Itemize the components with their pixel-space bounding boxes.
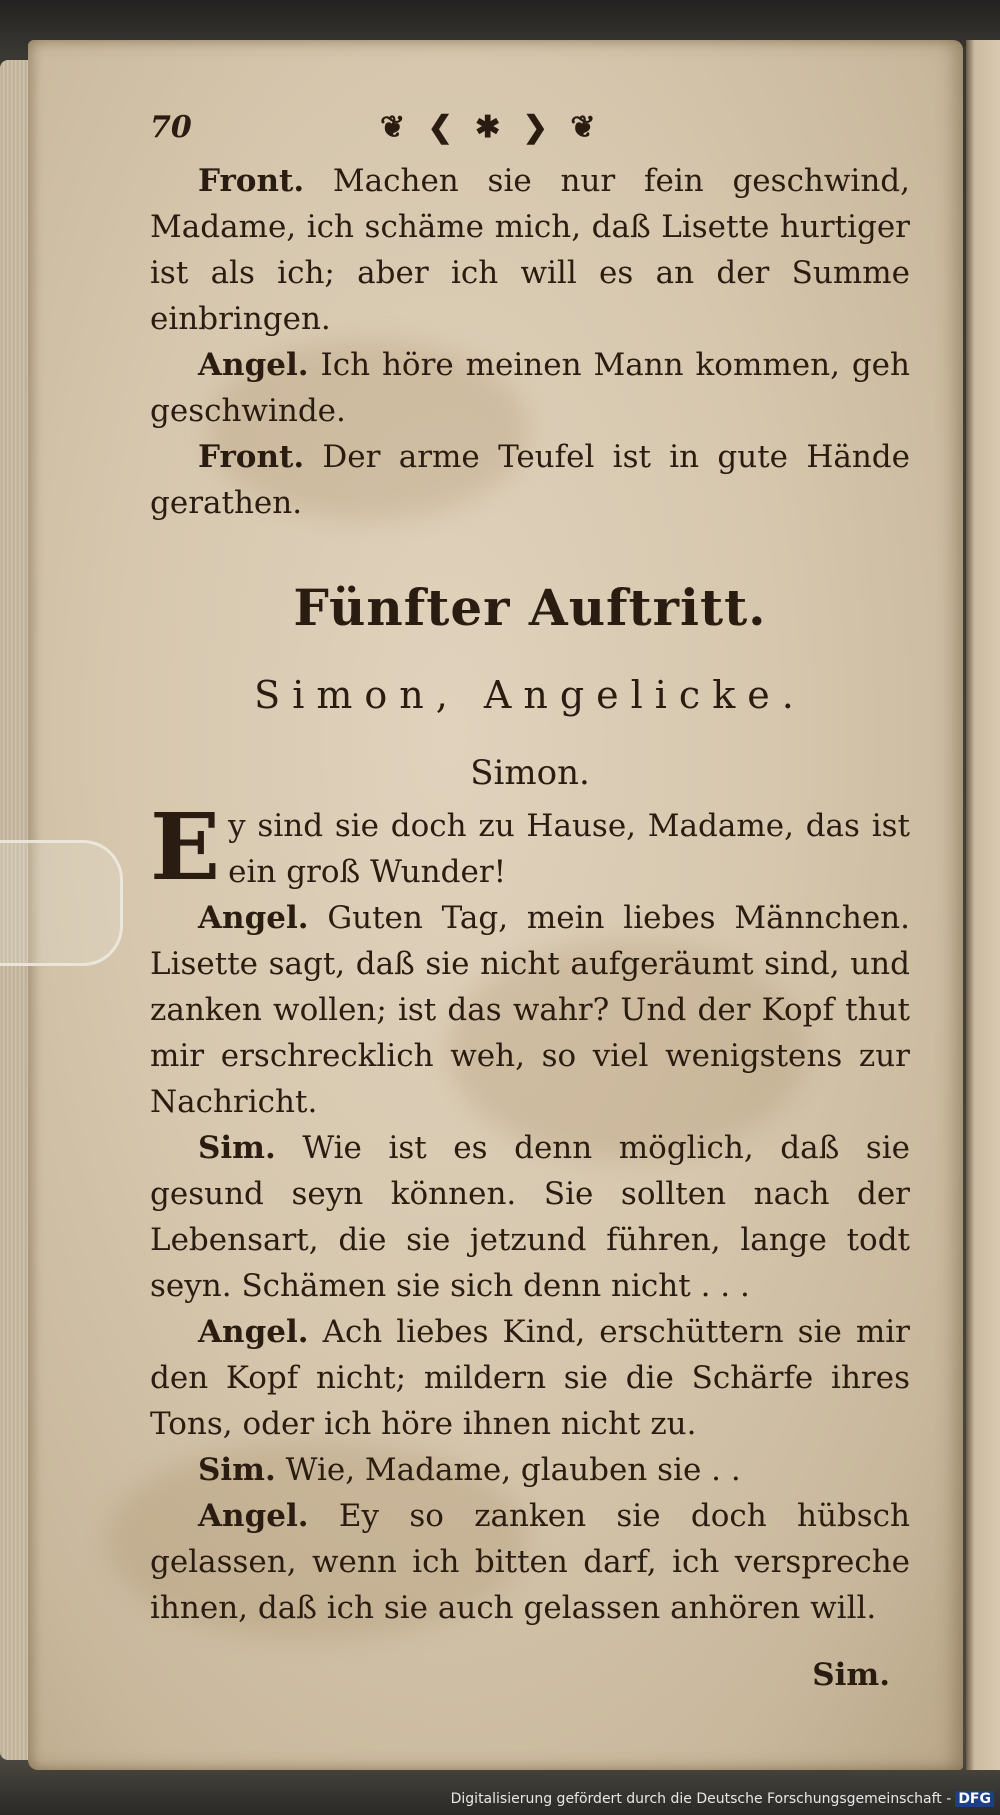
dialogue-paragraph [150,158,910,342]
dialogue-paragraph [150,793,910,901]
facing-page-edge [966,40,1000,1770]
dialogue-text: Guten Tag, mein liebes Männchen. Lisette sagt, daß sie nicht aufgeräumt sind, und zanken wollen; ist das wahr? Und der Kopf thut mir erschrecklich weh, so viel wenigstens zur Nachricht. [150,900,911,1120]
dialogue-paragraph [150,1309,910,1447]
dialogue-text: Wie ist es denn möglich, daß sie gesund seyn können. Sie sollten nach der Lebensart, die sie jetzund führen, lange todt seyn. Schämen sie sich denn nicht . . . [150,1130,910,1304]
speaker-name: Sim. [198,1452,276,1488]
speaker-name: Front. [198,439,305,475]
dialogue-text: Ich höre meinen Mann kommen, geh geschwinde. [150,347,910,429]
dialogue-text: Ach liebes Kind, erschüttern sie mir den Kopf nicht; mildern sie die Schärfe ihres Tons, oder ich höre ihnen nicht zu. [150,1314,910,1442]
speaker-name: Front. [198,163,305,199]
speaker-name: Angel. [198,1498,309,1534]
speaker-name: Angel. [198,1314,309,1350]
page-header [150,110,910,158]
drop-cap: E [150,793,221,901]
dialogue-text: Wie, Madame, glauben sie . . [285,1452,741,1488]
dfg-logo: DFG [955,1791,994,1807]
dialogue-paragraph [150,1447,910,1493]
page-text-block [150,110,910,1693]
page-number: 70 [150,110,192,145]
dialogue-text: Machen sie nur fein geschwind, Madame, ich schäme mich, daß Lisette hurtiger ist als ich; aber ich will es an der Summe einbringen. [150,163,911,337]
digitization-credit [451,1791,994,1807]
dialogue-text: Der arme Teufel ist in gute Hände gerathen. [150,439,910,521]
scene-title: Fünfter Auftritt. [293,578,767,637]
scene-characters: Simon, Angelicke. [254,673,806,717]
dialogue-paragraph [150,1125,910,1309]
speaker-name: Sim. [198,1130,276,1166]
bookmark-clip [0,840,123,966]
speaker-heading: Simon. [470,753,590,793]
speaker-name: Angel. [198,347,309,383]
dialogue-paragraph [150,895,910,1125]
dialogue-paragraph [150,342,910,434]
dialogue-paragraph [150,434,910,526]
catchword: Sim. [812,1657,890,1693]
credit-text: Digitalisierung gefördert durch die Deutsche Forschungsgemeinschaft - [450,1791,952,1807]
header-ornament: ❦ ❮ ✱ ❯ ❦ [380,110,602,145]
speaker-name: Angel. [198,900,309,936]
dialogue-text: y sind sie doch zu Hause, Madame, das ist ein groß Wunder! [228,808,910,890]
dialogue-text: Ey so zanken sie doch hübsch gelassen, wenn ich bitten darf, ich verspreche ihnen, daß ich sie auch gelassen anhören will. [150,1498,911,1626]
dialogue-paragraph [150,1493,910,1631]
